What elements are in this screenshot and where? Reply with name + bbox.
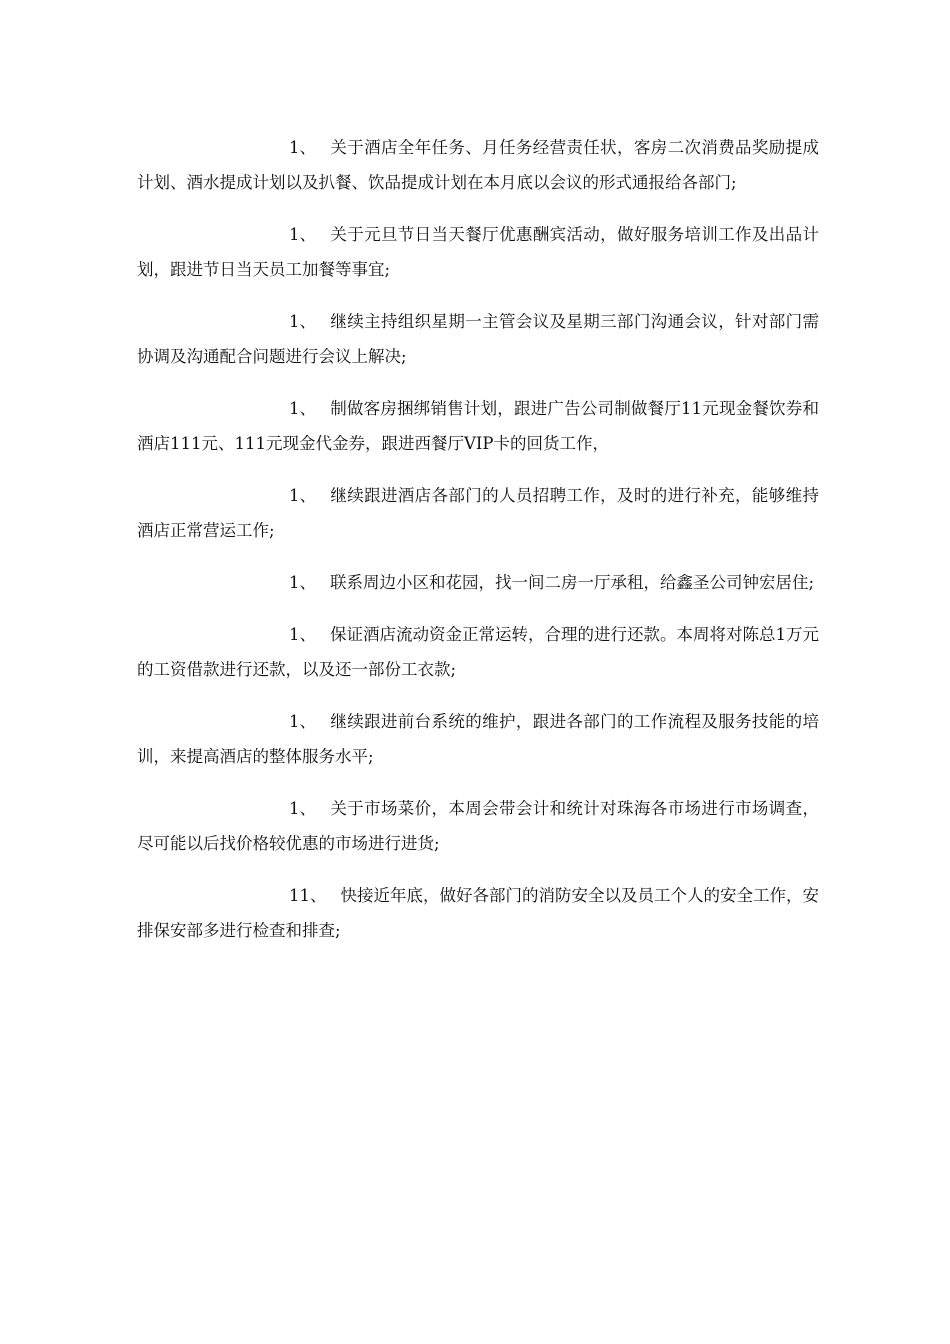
item-text: 继续跟进酒店各部门的人员招聘工作，及时的进行补充，能够维持酒店正常营运工作; xyxy=(137,486,819,540)
item-number: 11、 xyxy=(289,886,327,905)
item-number: 1、 xyxy=(289,573,316,592)
item-text: 关于酒店全年任务、月任务经营责任状，客房二次消费品奖励提成计划、酒水提成计划以及扒餐、饮品提成计划在本月底以会议的形式通报给各部门; xyxy=(137,138,819,192)
item-text: 快接近年底，做好各部门的消防安全以及员工个人的安全工作，安排保安部多进行检查和排查; xyxy=(137,886,819,940)
item-number: 1、 xyxy=(289,312,316,331)
item-text: 保证酒店流动资金正常运转，合理的进行还款。本周将对陈总1万元的工资借款进行还款，以及还一部份工衣款; xyxy=(137,625,819,679)
item-number: 1、 xyxy=(289,225,316,244)
list-item xyxy=(137,304,819,374)
document-body xyxy=(137,130,819,965)
item-text: 关于元旦节日当天餐厅优惠酬宾活动，做好服务培训工作及出品计划，跟进节日当天员工加餐等事宜; xyxy=(137,225,819,279)
item-number: 1、 xyxy=(289,399,316,418)
list-item xyxy=(137,565,819,600)
list-item xyxy=(137,617,819,687)
list-item xyxy=(137,478,819,548)
list-item xyxy=(137,791,819,861)
list-item xyxy=(137,130,819,200)
item-text: 制做客房捆绑销售计划，跟进广告公司制做餐厅11元现金餐饮券和酒店111元、111元现金代金券，跟进西餐厅VIP卡的回货工作， xyxy=(137,399,819,453)
item-number: 1、 xyxy=(289,712,316,731)
item-text: 联系周边小区和花园，找一间二房一厅承租，给鑫圣公司钟宏居住; xyxy=(330,573,815,592)
item-text: 继续主持组织星期一主管会议及星期三部门沟通会议，针对部门需协调及沟通配合问题进行会议上解决; xyxy=(137,312,819,366)
item-number: 1、 xyxy=(289,799,316,818)
list-item xyxy=(137,217,819,287)
item-text: 关于市场菜价，本周会带会计和统计对珠海各市场进行市场调查，尽可能以后找价格较优惠的市场进行进货; xyxy=(137,799,819,853)
item-number: 1、 xyxy=(289,625,316,644)
list-item xyxy=(137,878,819,948)
list-item xyxy=(137,704,819,774)
item-number: 1、 xyxy=(289,486,316,505)
list-item xyxy=(137,391,819,461)
item-number: 1、 xyxy=(289,138,316,157)
item-text: 继续跟进前台系统的维护，跟进各部门的工作流程及服务技能的培训，来提高酒店的整体服务水平; xyxy=(137,712,819,766)
